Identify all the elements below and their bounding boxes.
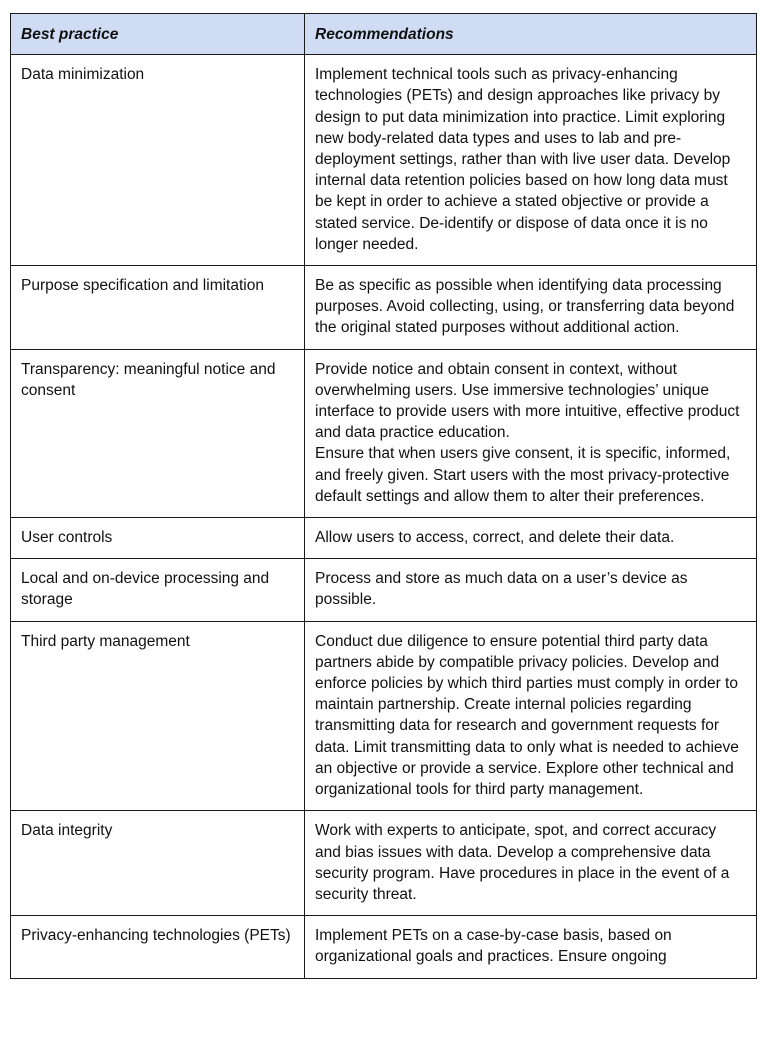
recommendation-cell (305, 916, 757, 978)
practice-cell: Transparency: meaningful notice and consent (11, 349, 305, 517)
table-row (11, 518, 757, 559)
table-row (11, 266, 757, 350)
table-row (11, 349, 757, 517)
recommendation-cell (305, 349, 757, 517)
table-header-row (11, 14, 757, 55)
practice-cell: Third party management (11, 621, 305, 811)
practice-cell: Data minimization (11, 55, 305, 266)
table-row (11, 811, 757, 916)
recommendation-text: Allow users to access, correct, and delete their data. (315, 529, 675, 547)
recommendation-text: Conduct due diligence to ensure potential third party data partners abide by compatible privacy policies. Develop and enforce policies by which third parties must comply in order to maintain partnership. Create internal policies regarding transmitting data for research and government requests for data. Limit transmitting data to only what is needed to achieve an objective or provide a service. Explore other technical and organizational tools for third party management. (315, 632, 739, 799)
practice-cell: Privacy-enhancing technologies (PETs) (11, 916, 305, 978)
table-row (11, 559, 757, 621)
recommendation-text: Provide notice and obtain consent in context, without overwhelming users. Use immersive technologies’ unique interface to provide users with more intuitive, effective product and data practice education. (315, 360, 740, 442)
recommendation-cell (305, 621, 757, 811)
recommendation-text: Work with experts to anticipate, spot, and correct accuracy and bias issues with data. Develop a comprehensive data security program. Have procedures in place in the event of a security threat. (315, 822, 730, 903)
recommendation-cell (305, 55, 757, 266)
recommendation-cell (305, 266, 757, 350)
header-best-practice: Best practice (11, 14, 305, 55)
recommendation-cell (305, 559, 757, 621)
practice-cell: Local and on-device processing and storage (11, 559, 305, 621)
recommendation-text: Be as specific as possible when identifying data processing purposes. Avoid collecting, using, or transferring data beyond the original stated purposes without additional action. (315, 277, 735, 337)
practice-cell: Purpose specification and limitation (11, 266, 305, 350)
best-practices-table (10, 13, 757, 979)
table-row (11, 621, 757, 811)
recommendation-text: Implement technical tools such as privacy-enhancing technologies (PETs) and design approaches like privacy by design to put data minimization into practice. Limit exploring new body-related data types and uses to lab and pre-deployment settings, rather than with live user data. Develop internal data retention policies based on how long data must be kept in order to achieve a stated objective or provide a stated service. De-identify or dispose of data once it is no longer needed. (315, 66, 731, 253)
header-recommendations: Recommendations (305, 14, 757, 55)
table-row (11, 916, 757, 978)
recommendation-text: Ensure that when users give consent, it is specific, informed, and freely given. Start users with the most privacy-protective default settings and allow them to alter their preferences. (315, 445, 731, 505)
recommendation-cell (305, 518, 757, 559)
practice-cell: User controls (11, 518, 305, 559)
recommendation-cell (305, 811, 757, 916)
practice-cell: Data integrity (11, 811, 305, 916)
table-row (11, 55, 757, 266)
recommendation-text: Process and store as much data on a user’s device as possible. (315, 570, 688, 609)
recommendation-text: Implement PETs on a case-by-case basis, based on organizational goals and practices. Ensure ongoing (315, 927, 672, 966)
